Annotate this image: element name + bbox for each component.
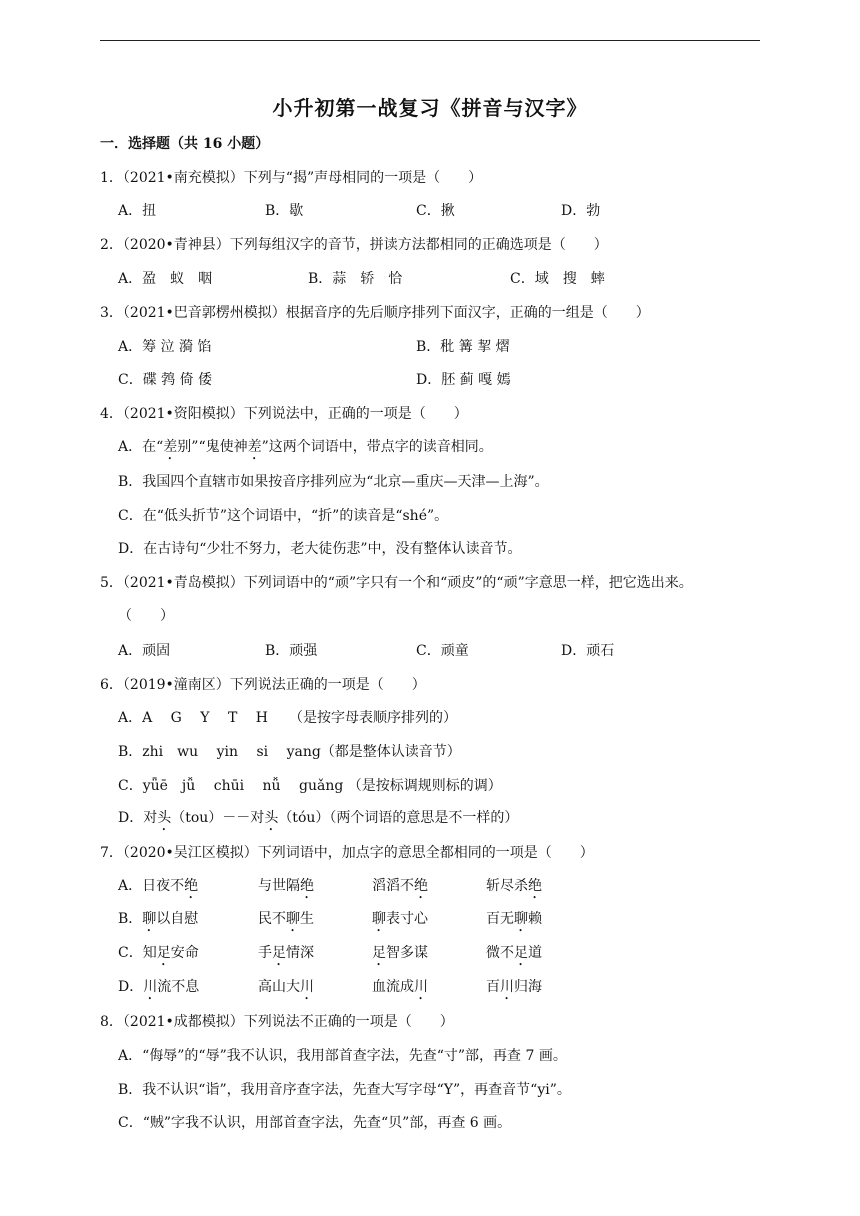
- dotted-char: 川: [414, 979, 428, 995]
- q7-option-d-word-1: [118, 977, 199, 1003]
- q7-option-a-word-2: [258, 876, 314, 902]
- q4-option-d: D．在古诗句“少壮不努力，老大徒伤悲”中，没有整体认读音节。: [118, 541, 522, 557]
- q8-option-a: A．“侮辱”的“辱”我不认识，我用部首查字法，先查“寸”部，再查 7 画。: [118, 1048, 567, 1064]
- q2-option-c: C．域 搜 蟀: [510, 271, 605, 287]
- q4-a-text: ”这两个词语中，带点字的读音相同。: [261, 439, 493, 455]
- dotted-char: 差: [163, 439, 178, 455]
- q7-option-c-word-1: [118, 943, 199, 969]
- q7-option-b-word-2: [258, 909, 314, 935]
- dotted-char: 足: [514, 945, 528, 961]
- page-title: 小升初第一战复习《拼音与汉字》: [272, 96, 588, 120]
- q7-word-text: C．知: [118, 945, 157, 961]
- q3-option-a: A．筹 泣 漪 馅: [118, 339, 212, 355]
- q7-option-d-word-3: [372, 977, 428, 1003]
- q7-word-text: B．: [118, 911, 143, 927]
- question-5-bracket: （ ）: [118, 608, 174, 624]
- dotted-char: 聊: [514, 911, 528, 927]
- dotted-char: 头: [264, 810, 279, 826]
- q1-option-d: D．勃: [561, 203, 601, 219]
- q6-option-a: A．A G Y T H （是按字母表顺序排列的）: [118, 710, 457, 726]
- q7-word-text: 百无: [486, 911, 514, 927]
- q7-word-text: 滔滔不: [372, 878, 414, 894]
- q7-word-text: 百: [486, 979, 500, 995]
- q8-option-b: B．我不认识“诣”，我用音序查字法，先查大写字母“Y”，再查音节“yi”。: [118, 1082, 571, 1098]
- q6-d-text: D．对: [118, 810, 158, 826]
- q7-word-text: 微不: [486, 945, 514, 961]
- q6-option-b: B．zhi wu yin si yang（都是整体认读音节）: [118, 744, 461, 760]
- q4-a-text: A．在“: [118, 439, 164, 455]
- q5-option-d: D．顽石: [561, 643, 615, 659]
- q7-option-a-word-4: [486, 876, 542, 902]
- q7-option-c-word-4: [486, 943, 542, 969]
- dotted-char: 川: [300, 979, 314, 995]
- q7-word-text: 智多谋: [386, 945, 428, 961]
- q7-word-text: 高山大: [258, 979, 300, 995]
- q4-option-a: [118, 437, 493, 463]
- q5-option-c: C．顽童: [416, 643, 469, 659]
- q1-option-a: A．扭: [118, 203, 157, 219]
- q7-word-text: 斩尽杀: [486, 878, 528, 894]
- q7-word-text: A．日夜不: [118, 878, 185, 894]
- q7-word-text: 生: [300, 911, 314, 927]
- q7-word-text: 道: [528, 945, 542, 961]
- q7-word-text: 血流成: [372, 979, 414, 995]
- q7-word-text: 民不: [258, 911, 286, 927]
- q7-option-c-word-2: [258, 943, 314, 969]
- dotted-char: 绝: [528, 878, 542, 894]
- q2-option-b: B．蒜 轿 恰: [308, 271, 403, 287]
- q7-option-a-word-3: [372, 876, 428, 902]
- q7-option-a-word-1: [118, 876, 198, 902]
- q3-option-d: D．胚 蓟 嘎 嫣: [416, 372, 511, 388]
- q7-word-text: 以自慰: [156, 911, 199, 927]
- q3-option-b: B．秕 篝 挈 熠: [416, 339, 510, 355]
- q6-d-text: （tou）－－对: [171, 810, 265, 826]
- q8-option-c: C．“贼”字我不认识，用部首查字法，先查“贝”部，再查 6 画。: [118, 1115, 512, 1131]
- dotted-char: 川: [143, 979, 158, 995]
- q7-word-text: 安命: [170, 945, 199, 961]
- dotted-char: 聊: [286, 911, 300, 927]
- dotted-char: 聊: [372, 911, 386, 927]
- q6-option-c: C．yǖē jǚ chūi nǚ guǎng （是按标调规则标的调）: [118, 778, 502, 794]
- q1-option-b: B．歇: [265, 203, 304, 219]
- question-3-stem: 3．（2021•巴音郭楞州模拟）根据音序的先后顺序排列下面汉字，正确的一组是（ ）: [100, 305, 650, 321]
- question-5-stem: 5．（2021•青岛模拟）下列词语中的“顽”字只有一个和“顽皮”的“顽”字意思一样，把它选出来。: [100, 575, 693, 591]
- question-1-stem: 1．（2021•南充模拟）下列与“揭”声母相同的一项是（ ）: [100, 170, 483, 186]
- dotted-char: 聊: [142, 911, 157, 927]
- q7-option-b-word-3: [372, 909, 428, 935]
- dotted-char: 足: [372, 945, 386, 961]
- q7-word-text: 情深: [286, 945, 314, 961]
- q3-option-c: C．碟 鹁 倚 倭: [118, 372, 213, 388]
- q7-option-c-word-3: [372, 943, 428, 969]
- q7-word-text: 赖: [528, 911, 542, 927]
- question-6-stem: 6．（2019•潼南区）下列说法正确的一项是（ ）: [100, 677, 426, 693]
- q2-option-a: A．盈 蚁 咽: [118, 271, 213, 287]
- q6-option-d: [118, 808, 518, 834]
- dotted-char: 绝: [414, 878, 428, 894]
- dotted-char: 足: [272, 945, 286, 961]
- dotted-char: 绝: [184, 878, 199, 894]
- q7-word-text: 流不息: [157, 979, 200, 995]
- q1-option-c: C．揪: [416, 203, 455, 219]
- q7-word-text: 表寸心: [386, 911, 428, 927]
- q5-option-b: B．顽强: [265, 643, 318, 659]
- q7-word-text: D．: [118, 979, 144, 995]
- question-7-stem: 7．（2020•吴江区模拟）下列词语中，加点字的意思全都相同的一项是（ ）: [100, 845, 594, 861]
- dotted-char: 足: [156, 945, 171, 961]
- dotted-char: 差: [247, 439, 262, 455]
- dotted-char: 川: [500, 979, 514, 995]
- question-4-stem: 4．（2021•资阳模拟）下列说法中，正确的一项是（ ）: [100, 406, 468, 422]
- q7-option-b-word-4: [486, 909, 542, 935]
- dotted-char: 绝: [300, 878, 314, 894]
- q7-word-text: 归海: [514, 979, 542, 995]
- q4-option-b: B．我国四个直辖市如果按音序排列应为“北京—重庆—天津—上海”。: [118, 474, 549, 490]
- dotted-char: 头: [157, 810, 172, 826]
- header-rule: [100, 40, 760, 41]
- q4-option-c: C．在“低头折节”这个词语中，“折”的读音是“shé”。: [118, 508, 449, 524]
- q7-option-d-word-2: [258, 977, 314, 1003]
- q4-a-text: 别”“鬼使神: [177, 439, 248, 455]
- q7-option-b-word-1: [118, 909, 198, 935]
- section-heading: 一．选择题（共 16 小题）: [100, 136, 270, 152]
- question-2-stem: 2．（2020•青神县）下列每组汉字的音节，拼读方法都相同的正确选项是（ ）: [100, 237, 608, 253]
- q7-word-text: 与世隔: [258, 878, 300, 894]
- q6-d-text: （tóu）（两个词语的意思是不一样的）: [278, 810, 519, 826]
- q7-word-text: 手: [258, 945, 272, 961]
- q5-option-a: A．顽固: [118, 643, 171, 659]
- q7-option-d-word-4: [486, 977, 542, 1003]
- question-8-stem: 8．（2021•成都模拟）下列说法不正确的一项是（ ）: [100, 1014, 454, 1030]
